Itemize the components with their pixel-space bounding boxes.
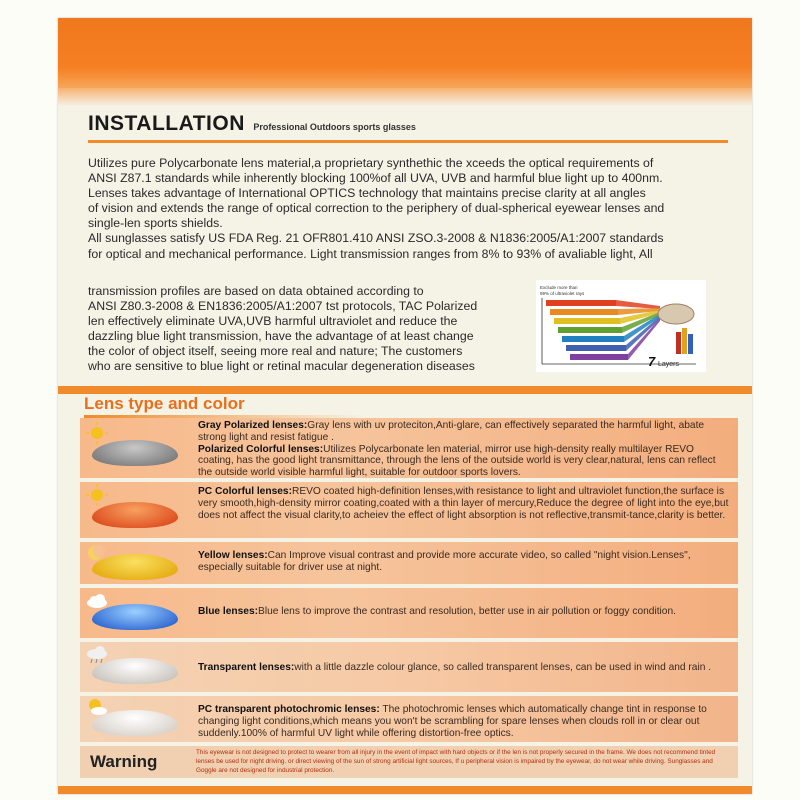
lens-description <box>198 550 732 574</box>
lens-image-box <box>80 696 190 742</box>
lens-row-yellow <box>80 542 738 584</box>
page-subtitle: Professional Outdoors sports glasses <box>253 122 416 132</box>
lens-image-box <box>80 588 190 638</box>
top-band-fade <box>58 88 752 106</box>
intro-line: transmission profiles are based on data obtained according to <box>88 284 424 298</box>
lens-text: Utilizes Polycarbonate len material, mirror use high-density really multilayer REVO coating, has the good light transmittance, through the lens of the outside world is very clear,natural, lens can reflect the outside world visible harmful light, suitable for outdoor sports lovers. <box>198 443 716 479</box>
lens-image-box <box>80 642 190 692</box>
warning-text: This eyewear is not designed to protect to wearer from all injury in the event of impact with hard objects or if the len is not properly secured in the frame. We does not recommend tinted lenses be used for night driving. or direct viewing of the sun of strong artificial light sources, If u peripheral vision is impaired by the eyewear, do not wear while driving. Sunglasses and Goggle are not designed for industrial protection. <box>196 749 716 775</box>
layer-bar <box>562 336 624 342</box>
lens-cross-section <box>658 304 694 324</box>
diagram-caption-1: Exclude more than <box>540 285 578 290</box>
gray-lens-icon <box>92 440 178 466</box>
intro-text <box>88 156 733 262</box>
layer-bar <box>570 354 628 360</box>
layers-graphic <box>536 280 706 372</box>
lens-layers-diagram <box>536 280 706 372</box>
intro-line: Utilizes pure Polycarbonate lens material,a proprietary synthethic the xceeds the optical requirements of <box>88 156 654 170</box>
layers-number: 7 <box>648 354 656 369</box>
lens-image-box <box>80 418 190 478</box>
layer-column <box>676 332 681 354</box>
intro-line: of vision and extends the range of optical correction to the periphery of dual-spherical eyewear lenses and <box>88 201 665 216</box>
lens-row-photochromic <box>80 696 738 742</box>
layer-bar <box>546 300 616 306</box>
lens-name: Transparent lenses: <box>198 662 295 673</box>
lens-name: Polarized Colorful lenses: <box>198 443 324 455</box>
lens-row-pc-colorful <box>80 482 738 538</box>
lens-text: Can Improve visual contrast and provide more accurate video, so called "night vision.Lenses", especially suitable for driver use at night. <box>198 550 691 573</box>
layer-bar <box>566 345 626 351</box>
title-underline <box>88 140 728 143</box>
top-orange-band <box>58 18 752 88</box>
clear-lens-icon <box>92 658 178 684</box>
intro-line: ANSI Z80.3-2008 & EN1836:2005/A1:2007 tst protocols, TAC Polarized <box>88 299 478 314</box>
intro-line: the color of object itself, seeing more real and nature; The customers <box>88 344 463 359</box>
section-band <box>58 386 752 394</box>
lens-image-box <box>80 482 190 538</box>
lens-description <box>198 606 732 618</box>
yellow-lens-icon <box>92 554 178 580</box>
lens-description <box>198 704 732 739</box>
layer-bar <box>558 327 622 333</box>
intro-line: single-len sports shields. <box>88 216 223 231</box>
section-title: Lens type and color <box>84 394 245 413</box>
lens-text: The photochromic lenses which automatically change tint in response to changing light conditions,which means you won't be scrambling for spare lenses when clouds roll in or clear out suddenly.100% of harmful UV light while offering distortion-free optics. <box>198 704 707 739</box>
lens-name: Yellow lenses: <box>198 550 268 561</box>
intro-line: ANSI Z87.1 standards while inherently blocking 100%of all UVA, UVB and harmful blue light up to 400nm. <box>88 171 663 186</box>
layers-word: Layers <box>658 361 680 368</box>
lens-image-box <box>80 542 190 584</box>
diagram-caption-2: 99% of ultraviolet rays <box>540 291 585 296</box>
lens-text: REVO coated high-definition lenses,with resistance to light and ultraviolet function,the surface is very smooth,high-density mirror coating,coated with a thin layer of mercury,Reduce the degree of light into the eye,but does not affect the visual clarity,to acheiev the effect of light absorption is not reflective,transmit-tance,clarity is better. <box>198 486 729 521</box>
intro-line: All sunglasses satisfy US FDA Reg. 21 OFR801.410 ANSI ZSO.3-2008 & N1836:2005/A1:2007 standards <box>88 231 664 246</box>
layer-column <box>688 334 693 354</box>
lens-name: PC transparent photochromic lenses: <box>198 704 380 715</box>
lens-name: Blue lenses: <box>198 606 259 617</box>
intro-line: who are sensitive to blue light or retinal macular degeneration diseases <box>88 359 475 374</box>
photochromic-lens-icon <box>92 710 178 736</box>
orange-lens-icon <box>92 502 178 528</box>
lens-description <box>198 420 732 479</box>
layer-bars <box>546 300 660 360</box>
intro-text-narrow <box>88 284 528 375</box>
lens-row-blue <box>80 588 738 638</box>
bottom-orange-band <box>58 786 752 794</box>
product-card <box>58 18 752 794</box>
page-title: INSTALLATION <box>88 112 245 135</box>
lens-text: Gray lens with uv proteciton,Anti-glare, can effectively separated the harmful light, abate strong light and resist fatigue . <box>198 420 705 443</box>
layer-bar <box>550 309 618 315</box>
intro-line: dazzling blue light transmission, have the advantage of at least change <box>88 329 474 344</box>
header <box>88 112 416 136</box>
lens-description <box>198 662 732 674</box>
lens-description <box>198 486 732 521</box>
lens-name: PC Colorful lenses: <box>198 486 292 497</box>
blue-lens-icon <box>92 604 178 630</box>
lens-name: Gray Polarized lenses: <box>198 420 308 431</box>
intro-line: for optical and mechanical performance. Light transmission ranges from 8% to 93% of avaliable light, All <box>88 246 653 261</box>
lens-text: with a little dazzle colour glance, so called transparent lenses, can be used in wind and rain . <box>294 662 712 673</box>
layer-bar <box>554 318 620 324</box>
lens-text: Blue lens to improve the contrast and resolution, better use in air pollution or foggy condition. <box>258 606 676 617</box>
intro-line: len effectively eliminate UVA,UVB harmful ultraviolet and reduce the <box>88 314 458 329</box>
intro-line: Lenses takes advantage of International OPTICS technology that maintains precise clarity at all angles <box>88 186 646 201</box>
sun-icon <box>86 422 108 444</box>
warning-box <box>80 746 738 778</box>
lens-row-transparent <box>80 642 738 692</box>
lens-row-gray <box>80 418 738 478</box>
sun-icon <box>86 484 108 506</box>
layer-ray <box>616 300 660 309</box>
layer-column <box>682 328 687 354</box>
warning-label: Warning <box>90 752 158 771</box>
